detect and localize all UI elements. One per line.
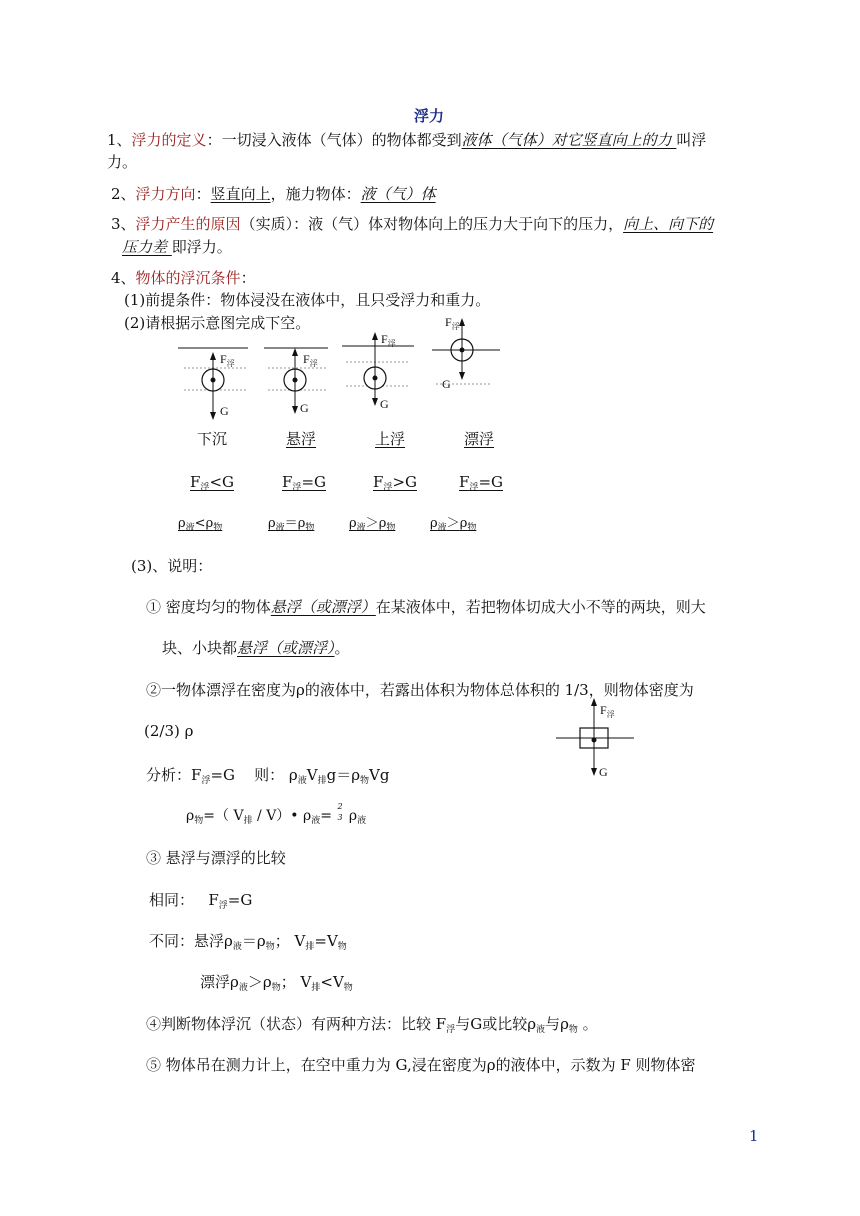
section-1-line-1 <box>107 130 706 150</box>
sinking-diagram <box>178 348 248 418</box>
density-formula: $\rho_物=$（ $V_排$ / V）• $\rho_液=$ 2 3 $\rho_液$ <box>186 802 367 826</box>
explanation-1-text-3: 块、小块都 <box>162 639 238 657</box>
section-4-heading <box>111 268 256 288</box>
explanation-4: ④判断物体浮沉（状态）有两种方法：比较 $F_浮$与G或比较$\rho_液$与$\rho_物$ 。 <box>146 1015 598 1035</box>
state-floating: 漂浮 <box>464 430 495 448</box>
suspended-gravity-label: G <box>300 401 309 415</box>
section-4-number: 4、 <box>111 269 136 287</box>
explanation-1-text-2: 在某液体中，若把物体切成大小不等的两块，则大 <box>375 598 706 616</box>
section-2-direction: 竖直向上 <box>210 185 271 203</box>
explanation-1-line-1 <box>146 597 706 617</box>
section-3-line-2 <box>122 237 232 257</box>
section-2-applier: 液（气）体 <box>360 185 436 203</box>
box-gravity-label: G <box>599 765 608 779</box>
explanation-3-heading: ③ 悬浮与漂浮的比较 <box>146 849 286 867</box>
section-4-premise: (1)前提条件：物体浸没在液体中，且只受浮力和重力。 <box>124 291 491 309</box>
density-relation-sinking: $\rho_液<\rho_物$ <box>178 516 223 533</box>
density-relation-suspended: $\rho_液=\rho_物$ <box>268 516 315 533</box>
section-1-text: ：一切浸入液体（气体）的物体都受到 <box>206 131 462 149</box>
section-2-number: 2、 <box>111 185 136 203</box>
section-2 <box>111 184 436 204</box>
section-4-label: 物体的浮沉条件 <box>135 269 241 287</box>
density-relation-rising: $\rho_液>\rho_物$ <box>349 516 396 533</box>
force-relation-floating: $F_浮=G$ <box>459 473 503 493</box>
section-1-text-end: 叫浮 <box>676 131 707 149</box>
explanation-1-end: 。 <box>334 639 350 657</box>
explanation-2-answer: (2/3) ρ <box>144 722 194 740</box>
state-suspended: 悬浮 <box>286 430 317 448</box>
explanation-heading: (3)、说明： <box>131 557 213 575</box>
floating-buoyancy-label: $F_浮$ <box>445 315 460 331</box>
floating-gravity-label: G <box>442 377 451 391</box>
force-relation-sinking: $F_浮<G$ <box>190 473 234 493</box>
box-buoyancy-label: $F_浮$ <box>600 703 615 719</box>
floating-box-diagram <box>552 698 640 780</box>
section-4-instruction: (2)请根据示意图完成下空。 <box>124 314 311 332</box>
explanation-5: ⑤ 物体吊在测力计上，在空中重力为 G,浸在密度为ρ的液体中，示数为 F 则物体密 <box>146 1056 696 1074</box>
section-3-text: （实质）：液（气）体对物体向上的压力大于向下的压力， <box>240 215 624 233</box>
explanation-1-underlined-2: 悬浮（或漂浮） <box>237 639 335 657</box>
explanation-3-diff-floating: 漂浮$\rho_液>\rho_物$； $V_排<V_物$ <box>200 973 353 993</box>
rising-buoyancy-label: $F_浮$ <box>381 332 396 348</box>
section-3-label: 浮力产生的原因 <box>135 215 241 233</box>
explanation-2-question: ②一物体漂浮在密度为ρ的液体中，若露出体积为物体总体积的 1/3，则物体密度为 <box>146 681 694 699</box>
section-1-underlined: 液体（气体）对它竖直向上的力 <box>461 131 677 149</box>
force-relation-rising: $F_浮>G$ <box>373 473 417 493</box>
force-relation-suspended: $F_浮=G$ <box>282 473 326 493</box>
section-3-underlined-1: 向上、向下的 <box>623 215 714 233</box>
density-relation-floating: $\rho_液>\rho_物$ <box>430 516 477 533</box>
rising-diagram <box>342 332 414 411</box>
sinking-buoyancy-label: $F_浮$ <box>220 352 235 368</box>
explanation-1-line-2 <box>162 638 350 658</box>
analysis-line: 分析：$F_浮=G$ 则： $\rho_液V_排g=\rho_物Vg$ <box>146 766 390 786</box>
section-1-line-2: 力。 <box>107 153 138 171</box>
section-3-number: 3、 <box>111 215 136 233</box>
fraction-two-thirds: 2 3 <box>337 802 343 822</box>
suspended-buoyancy-label: $F_浮$ <box>303 352 318 368</box>
floating-diagram <box>432 315 500 391</box>
buoyancy-diagram <box>170 312 510 422</box>
explanation-1-text: ① 密度均匀的物体 <box>146 598 271 616</box>
section-3-underlined-2: 压力差 <box>122 238 172 256</box>
page-number: 1 <box>749 1127 759 1145</box>
state-rising: 上浮 <box>375 430 406 448</box>
section-1-label: 浮力的定义 <box>131 131 207 149</box>
page-title: 浮力 <box>414 107 445 125</box>
section-3-line-1 <box>111 214 713 234</box>
suspended-diagram <box>264 348 328 415</box>
rising-gravity-label: G <box>380 397 389 411</box>
sinking-gravity-label: G <box>220 404 229 418</box>
explanation-3-same: 相同： $F_浮=G$ <box>149 891 253 911</box>
explanation-1-underlined: 悬浮（或漂浮） <box>270 598 376 616</box>
section-3-text-end: 即浮力。 <box>171 238 232 256</box>
section-1-number: 1、 <box>107 131 132 149</box>
section-2-colon: ： <box>195 185 211 203</box>
section-4-colon: ： <box>240 269 256 287</box>
section-2-text: ，施力物体： <box>270 185 361 203</box>
section-2-label: 浮力方向 <box>135 185 196 203</box>
explanation-3-diff-suspended: 不同：悬浮$\rho_液=\rho_物$； $V_排=V_物$ <box>149 932 347 952</box>
state-sinking: 下沉 <box>197 430 228 448</box>
